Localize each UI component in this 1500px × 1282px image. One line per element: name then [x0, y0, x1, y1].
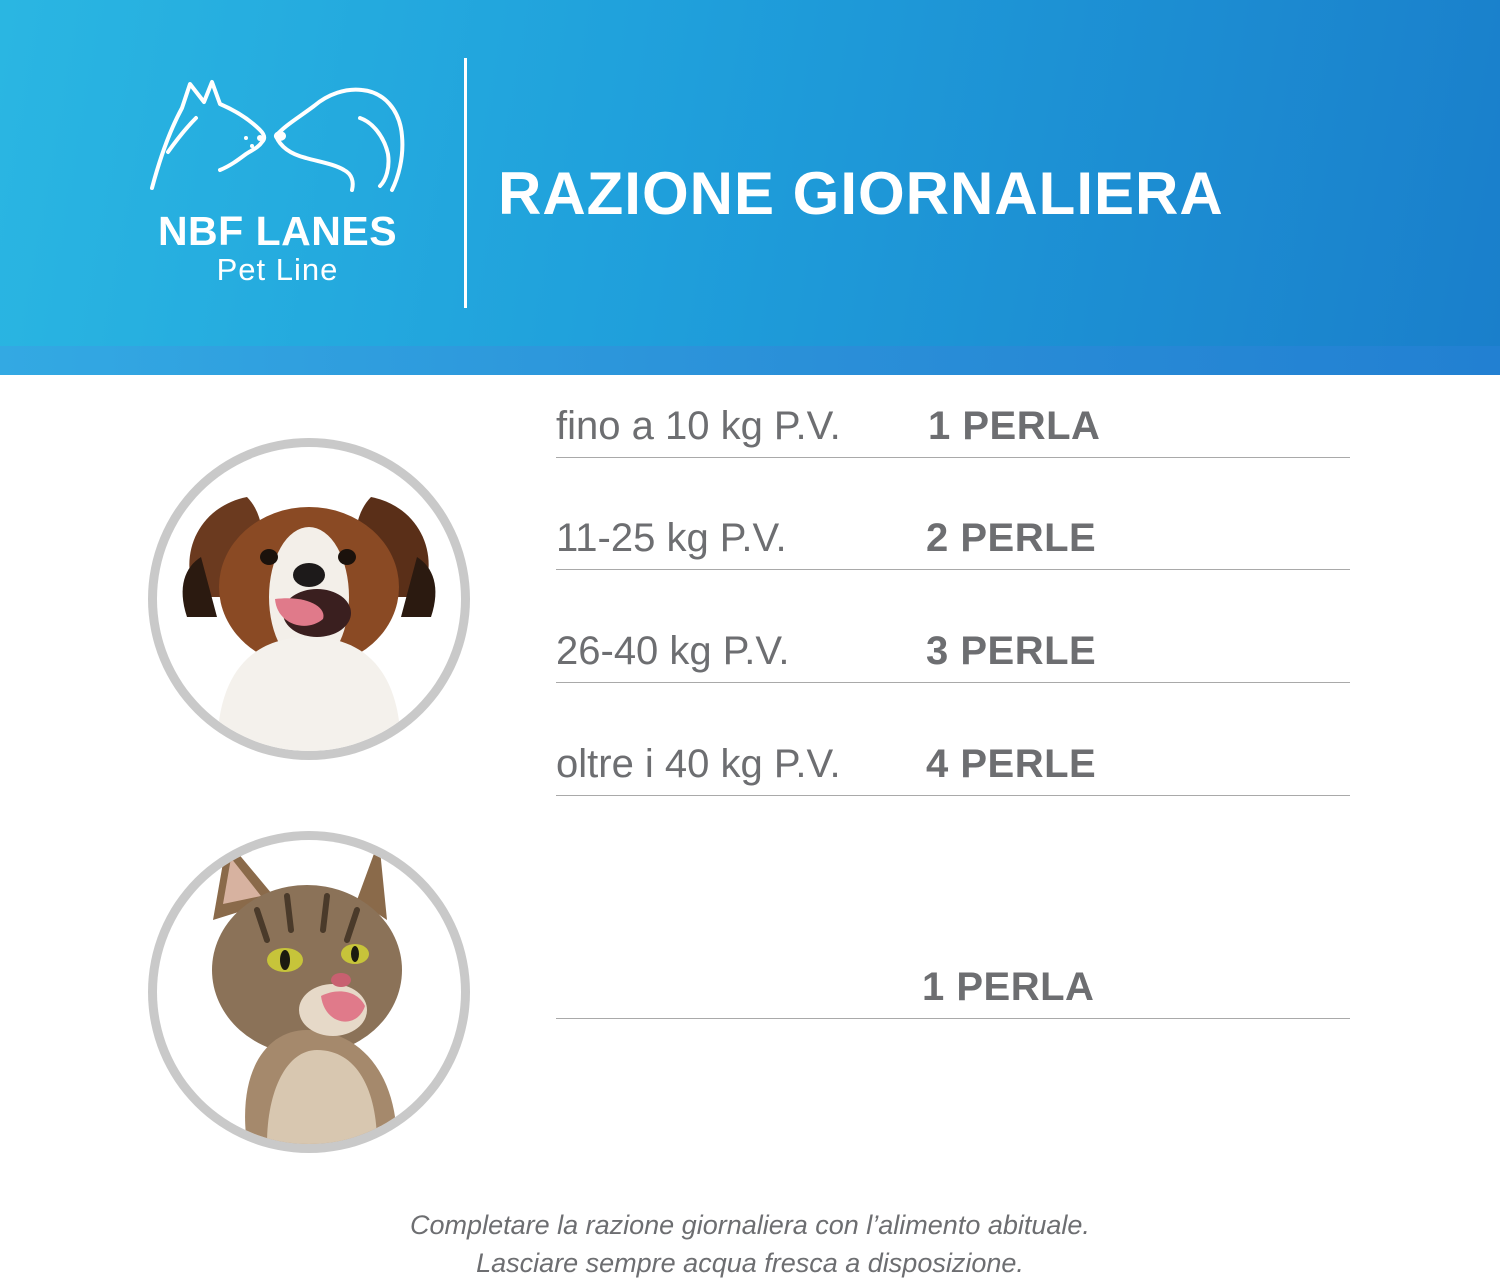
- cat-dose-amount: 1 PERLA: [922, 965, 1095, 1009]
- dose-amount: 3 PERLE: [926, 629, 1097, 673]
- dosage-row: [556, 623, 1350, 683]
- cat-photo: [148, 831, 470, 1153]
- brand-subtitle: Pet Line: [216, 252, 339, 287]
- weight-range: fino a 10 kg P.V.: [556, 404, 841, 448]
- dog-photo: [148, 438, 470, 760]
- dosage-row: [556, 398, 1350, 458]
- weight-range: 26-40 kg P.V.: [556, 629, 790, 673]
- row-divider: [556, 569, 1350, 570]
- footer-note-2: Lasciare sempre acqua fresca a disposizione.: [476, 1248, 1024, 1278]
- cat-illustration: [157, 840, 461, 1144]
- row-divider: [556, 457, 1350, 458]
- row-divider: [556, 795, 1350, 796]
- row-divider: [556, 1018, 1350, 1019]
- dog-illustration: [157, 447, 461, 751]
- header-banner: [0, 0, 1500, 346]
- footer-note-1: Completare la razione giornaliera con l’alimento abituale.: [410, 1210, 1090, 1240]
- dosage-row: [556, 510, 1350, 570]
- dose-amount: 1 PERLA: [928, 404, 1101, 448]
- dose-amount: 4 PERLE: [926, 742, 1097, 786]
- header-band: [0, 346, 1500, 375]
- dosage-row: [556, 736, 1350, 796]
- cat-dog-logo-icon: [148, 78, 406, 196]
- dose-amount: 2 PERLE: [926, 516, 1097, 560]
- header-divider: [464, 58, 467, 308]
- cat-dosage-row: [556, 959, 1350, 1019]
- page-title: RAZIONE GIORNALIERA: [498, 160, 1224, 227]
- weight-range: oltre i 40 kg P.V.: [556, 742, 841, 786]
- brand-name: NBF LANES: [157, 208, 398, 254]
- row-divider: [556, 682, 1350, 683]
- brand-logo: [140, 78, 415, 298]
- weight-range: 11-25 kg P.V.: [556, 516, 787, 560]
